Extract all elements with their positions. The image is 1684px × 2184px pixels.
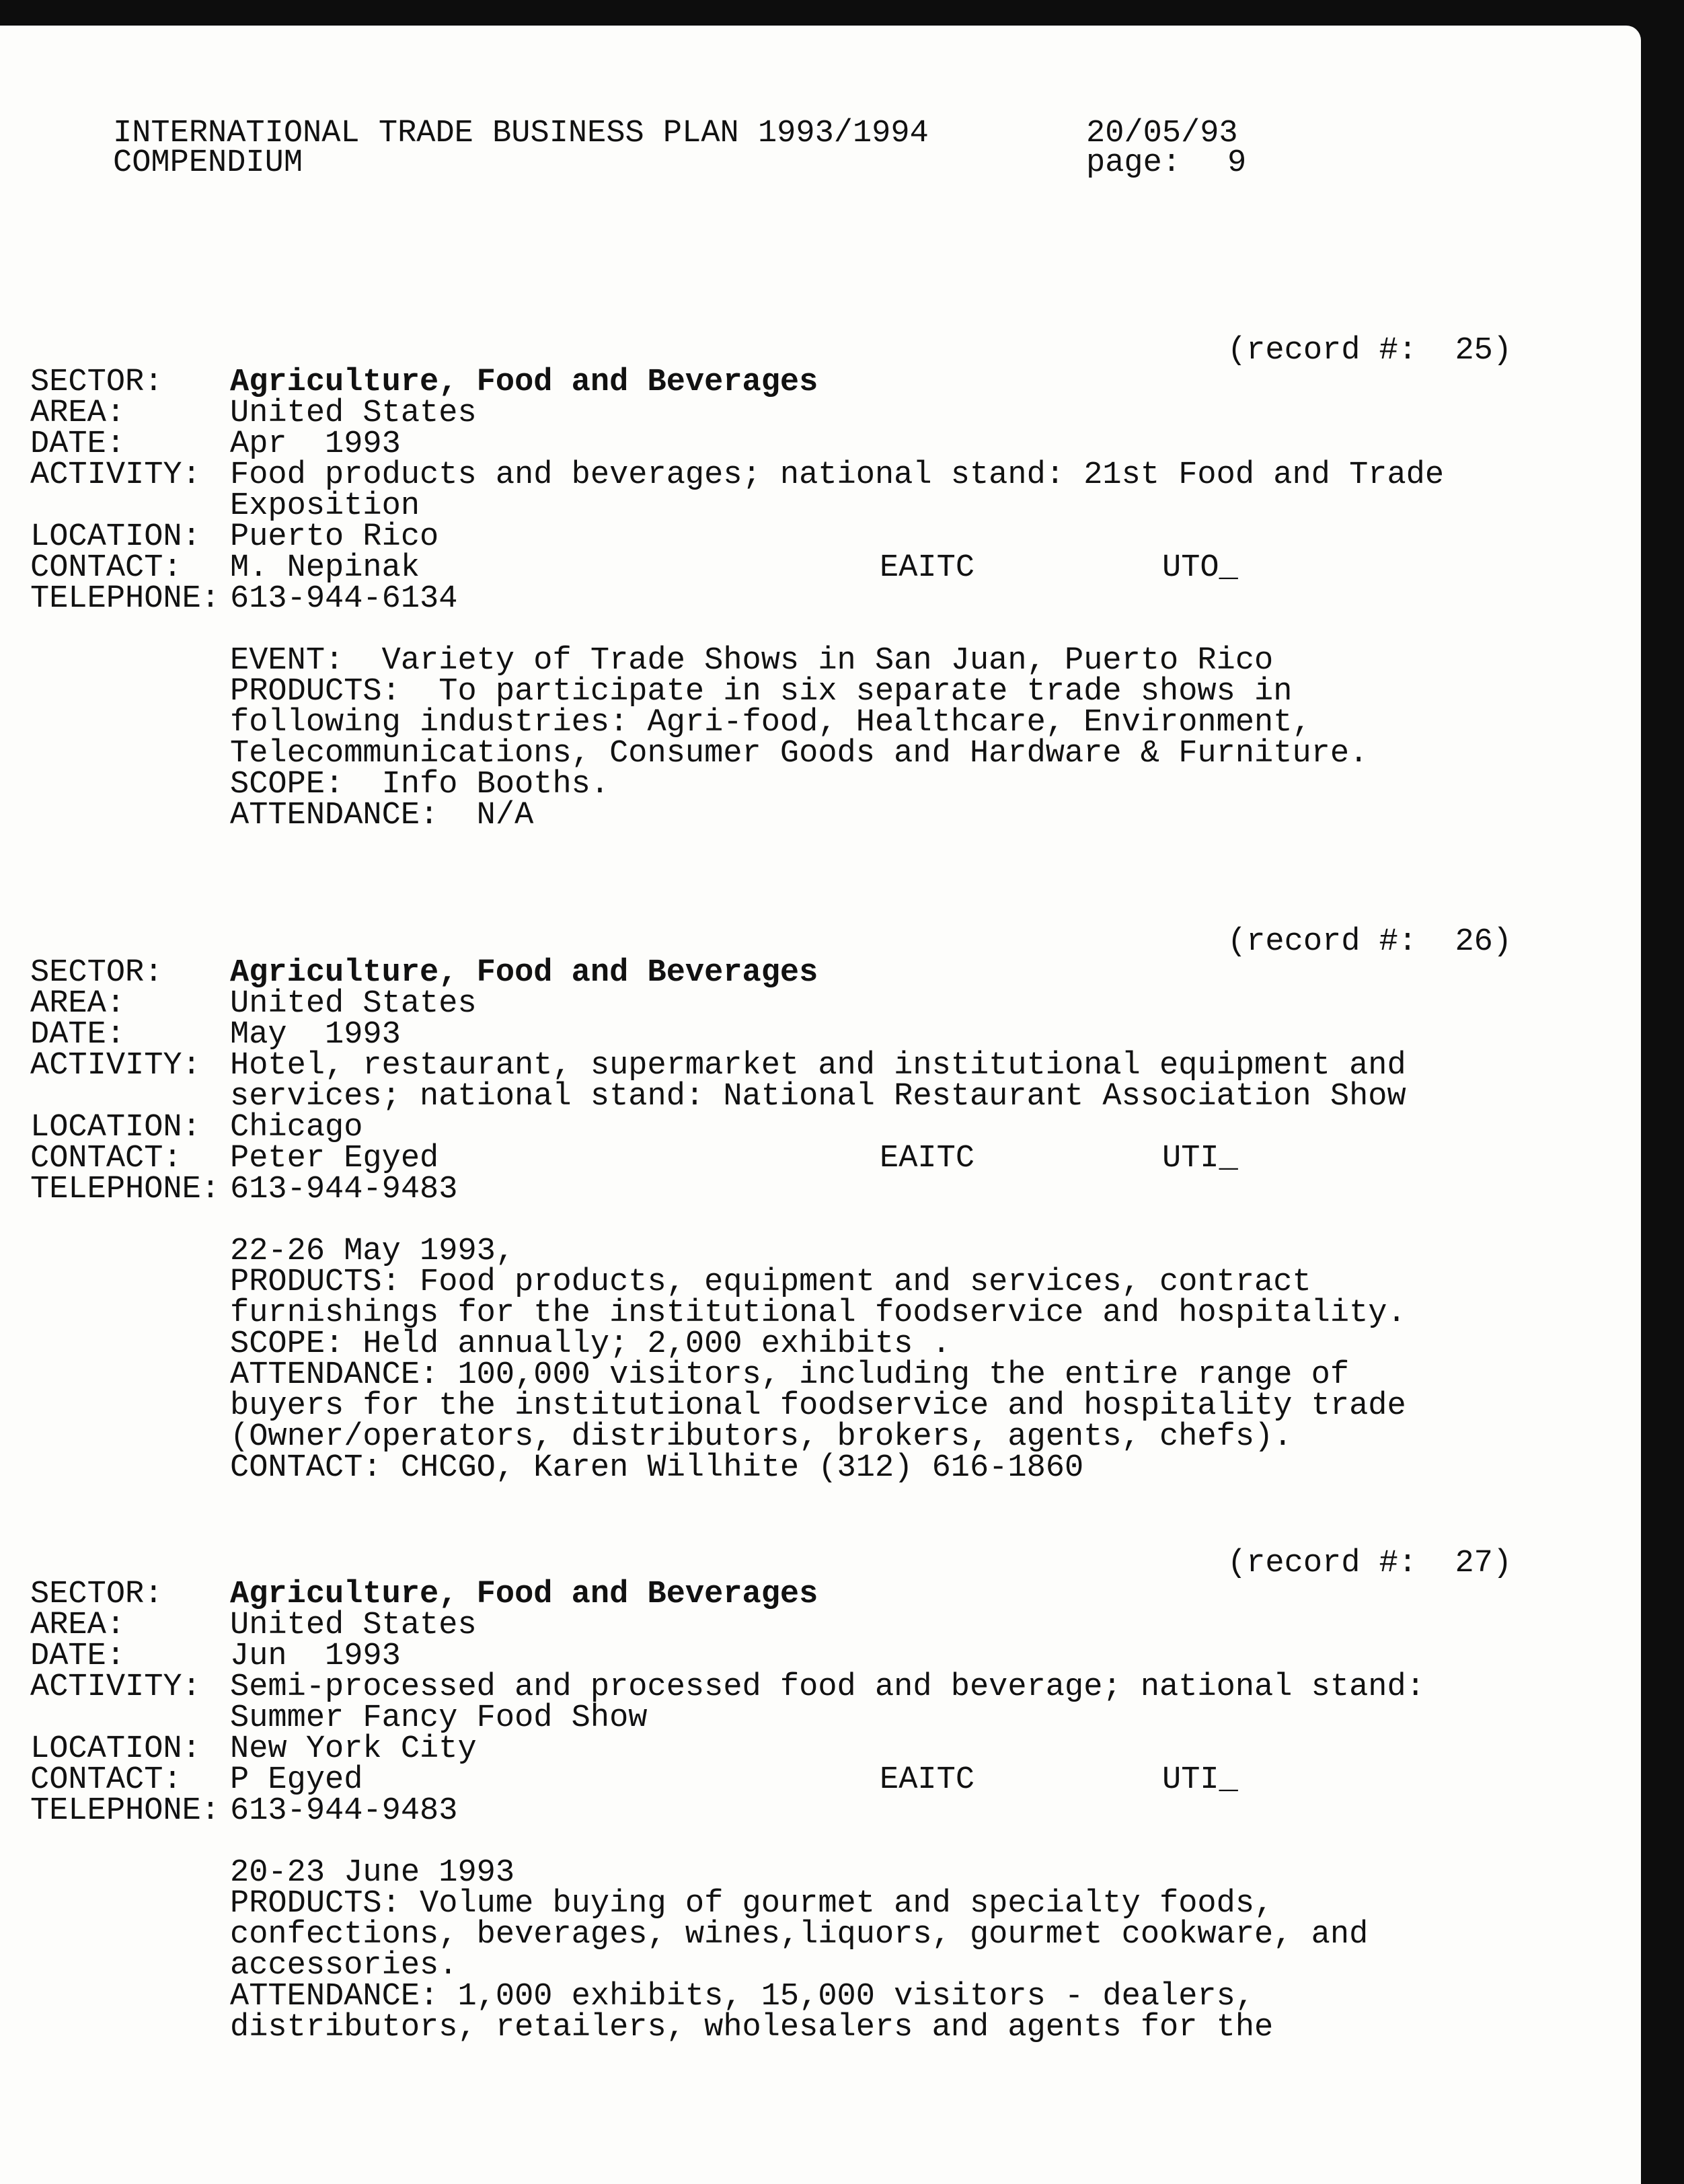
date-value: Apr 1993 [230,426,401,462]
date-label: DATE: [30,1017,126,1053]
details-line-6: distributors, retailers, wholesalers and agents for the [230,2010,1274,2045]
details-line-3: following industries: Agri-food, Healthcare, Environment, [230,705,1311,741]
details-line-6: ATTENDANCE: N/A [230,798,534,833]
sector-label: SECTOR: [30,365,163,400]
details-line-4: Telecommunications, Consumer Goods and Hardware & Furniture. [230,736,1369,771]
division-code: EAITC [880,1762,975,1798]
location-label: LOCATION: [30,1110,201,1145]
record-number: (record #: 27) [1227,1546,1513,1581]
details-line-5: ATTENDANCE: 1,000 exhibits, 15,000 visitors - dealers, [230,1979,1255,2014]
location-label: LOCATION: [30,519,201,555]
telephone-value: 613-944-9483 [230,1793,458,1829]
details-line-4: SCOPE: Held annually; 2,000 exhibits . [230,1326,951,1362]
activity-label: ACTIVITY: [30,1669,201,1705]
sector-label: SECTOR: [30,1577,163,1612]
activity-value-line-1: Hotel, restaurant, supermarket and institutional equipment and [230,1048,1406,1084]
details-line-1: 20-23 June 1993 [230,1855,515,1891]
sector-value: Agriculture, Food and Beverages [230,1577,818,1612]
activity-value-line-1: Food products and beverages; national stand: 21st Food and Trade [230,457,1445,493]
sector-label: SECTOR: [30,955,163,991]
contact-value: P Egyed [230,1762,363,1798]
page-label: page: [1086,145,1182,181]
details-line-8: CONTACT: CHCGO, Karen Willhite (312) 616-1860 [230,1450,1084,1486]
unit-code: UTI_ [1162,1762,1238,1798]
activity-value-line-2: Summer Fancy Food Show [230,1700,648,1736]
area-label: AREA: [30,396,126,431]
contact-label: CONTACT: [30,1141,182,1176]
details-line-4: accessories. [230,1948,458,1984]
details-line-7: (Owner/operators, distributors, brokers, agents, chefs). [230,1419,1293,1455]
activity-label: ACTIVITY: [30,1048,201,1084]
record-number: (record #: 25) [1227,333,1513,369]
telephone-value: 613-944-6134 [230,581,458,617]
details-line-2: PRODUCTS: To participate in six separate trade shows in [230,674,1293,710]
area-label: AREA: [30,1608,126,1643]
unit-code: UTI_ [1162,1141,1238,1176]
report-subtitle: COMPENDIUM [113,145,303,181]
details-line-2: PRODUCTS: Food products, equipment and services, contract [230,1265,1311,1300]
details-line-5: SCOPE: Info Booths. [230,767,610,802]
area-value: United States [230,986,477,1022]
activity-value-line-1: Semi-processed and processed food and beverage; national stand: [230,1669,1425,1705]
contact-label: CONTACT: [30,550,182,586]
details-line-3: furnishings for the institutional foodservice and hospitality. [230,1295,1406,1331]
location-value: Puerto Rico [230,519,439,555]
contact-label: CONTACT: [30,1762,182,1798]
contact-value: Peter Egyed [230,1141,439,1176]
location-value: Chicago [230,1110,363,1145]
area-value: United States [230,1608,477,1643]
page-number: 9 [1227,145,1247,181]
location-value: New York City [230,1731,477,1767]
division-code: EAITC [880,1141,975,1176]
sector-value: Agriculture, Food and Beverages [230,365,818,400]
date-value: May 1993 [230,1017,401,1053]
activity-value-line-2: services; national stand: National Restaurant Association Show [230,1079,1406,1115]
date-value: Jun 1993 [230,1639,401,1674]
telephone-label: TELEPHONE: [30,1793,221,1829]
details-line-5: ATTENDANCE: 100,000 visitors, including the entire range of [230,1357,1350,1393]
record-number: (record #: 26) [1227,924,1513,960]
division-code: EAITC [880,550,975,586]
details-line-3: confections, beverages, wines,liquors, gourmet cookware, and [230,1917,1369,1953]
contact-value: M. Nepinak [230,550,420,586]
telephone-value: 613-944-9483 [230,1172,458,1207]
telephone-label: TELEPHONE: [30,581,221,617]
location-label: LOCATION: [30,1731,201,1767]
report-date: 20/05/93 [1086,116,1238,151]
details-line-1: EVENT: Variety of Trade Shows in San Juan, Puerto Rico [230,643,1274,679]
unit-code: UTO_ [1162,550,1238,586]
activity-label: ACTIVITY: [30,457,201,493]
sector-value: Agriculture, Food and Beverages [230,955,818,991]
details-line-6: buyers for the institutional foodservice and hospitality trade [230,1388,1406,1424]
date-label: DATE: [30,426,126,462]
telephone-label: TELEPHONE: [30,1172,221,1207]
report-title: INTERNATIONAL TRADE BUSINESS PLAN 1993/1994 [113,116,929,151]
area-value: United States [230,396,477,431]
activity-value-line-2: Exposition [230,488,420,524]
area-label: AREA: [30,986,126,1022]
date-label: DATE: [30,1639,126,1674]
document-page [0,26,1641,2184]
details-line-1: 22-26 May 1993, [230,1234,515,1269]
details-line-2: PRODUCTS: Volume buying of gourmet and specialty foods, [230,1886,1274,1922]
